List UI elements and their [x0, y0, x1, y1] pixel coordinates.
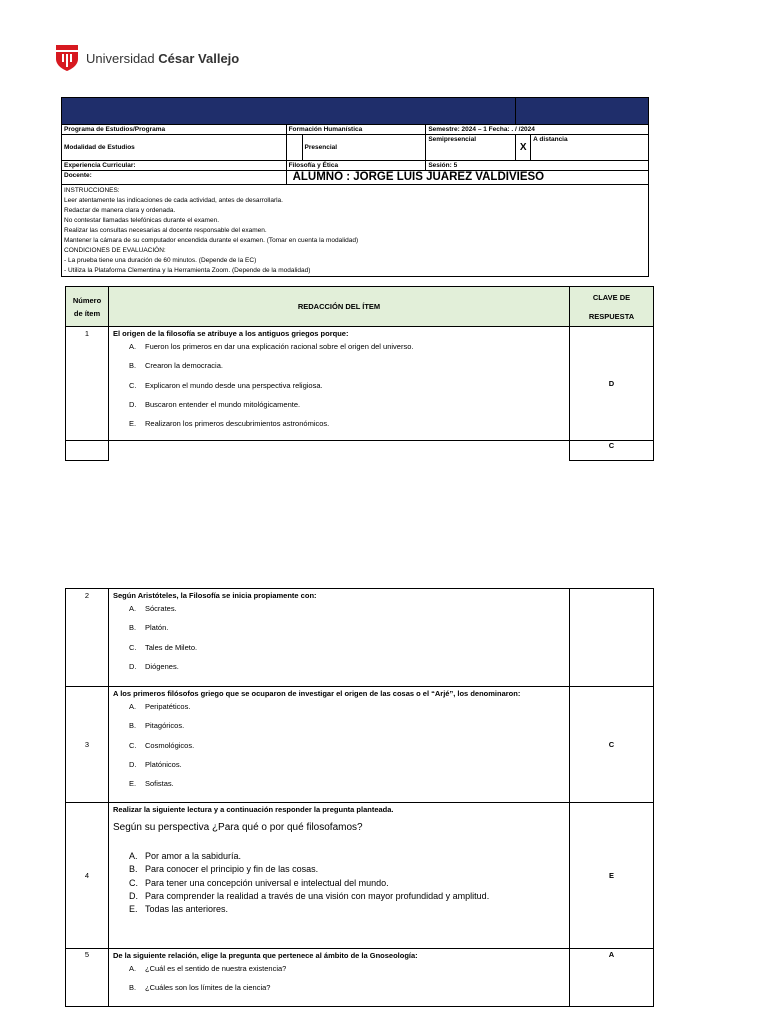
item-row-4 [66, 803, 654, 949]
logo-text-bold: César Vallejo [158, 50, 240, 66]
docente-label: Docente: [62, 171, 287, 185]
item-options [109, 338, 569, 434]
instr-line: Leer atentamente las indicaciones de cada actividad, antes de desarrollarla. [64, 197, 283, 204]
redaccion-header: REDACCIÓN DEL ÍTEM [109, 287, 570, 327]
numero-header-line2: de ítem [73, 308, 101, 318]
answer-key: C [570, 687, 654, 803]
item-options [109, 600, 569, 677]
item-number: 4 [66, 803, 109, 949]
programa-label: Programa de Estudios/Programa [62, 125, 287, 135]
item-question: Según Aristóteles, la Filosofía se inicia propiamente con: [113, 591, 317, 600]
answer-key: D [570, 327, 654, 441]
header-band [62, 98, 649, 125]
item-options [109, 850, 569, 916]
option-a: A. Por amor a la sabiduría. [129, 851, 242, 861]
item-content [109, 327, 570, 441]
item-row-3 [66, 687, 654, 803]
numero-header-line1: Número [72, 295, 102, 305]
clave-header-line1: CLAVE DE [592, 292, 631, 302]
modalidad-label: Modalidad de Estudios [62, 135, 287, 161]
option-a: A. Fueron los primeros en dar una explicación racional sobre el origen del universo. [129, 342, 414, 351]
item-question: De la siguiente relación, elige la pregunta que pertenece al ámbito de la Gnoseología: [113, 951, 418, 960]
clave-header-line2: RESPUESTA [588, 311, 635, 321]
clave-header [570, 287, 654, 327]
option-c: C. Tales de Mileto. [129, 642, 198, 652]
option-d: D. Buscaron entender el mundo mitológicamente. [129, 399, 301, 409]
item-row-extra [66, 441, 654, 461]
item-row-2 [66, 589, 654, 687]
item-question: A los primeros filósofos griego que se ocuparon de investigar el origen de las cosas o el “Arjé”, los denominaron: [113, 689, 521, 698]
option-d: D. Diógenes. [129, 661, 179, 671]
experiencia-value: Filosofía y Ética [286, 161, 426, 171]
docente-row [62, 171, 649, 185]
item-content [109, 803, 570, 949]
experiencia-label: Experiencia Curricular: [62, 161, 287, 171]
option-e: E. Realizaron los primeros descubrimientos astronómicos. [129, 419, 330, 429]
alumno-name: ALUMNO : JORGE LUIS JUAREZ VALDIVIESO [286, 171, 648, 185]
option-d: D. Para comprender la realidad a través de una visión con mayor profundidad y amplitud. [129, 890, 490, 901]
answer-key: A [570, 949, 654, 1007]
logo-text [86, 51, 239, 66]
instrucciones-block [62, 185, 649, 277]
option-b: B. Pitagóricos. [129, 721, 185, 731]
instr-line: Mantener la cámara de su computador encendida durante el examen. (Tomar en cuenta la modalidad) [64, 237, 359, 244]
option-a: A. Sócrates. [129, 604, 177, 613]
presencial-label: Presencial [302, 135, 426, 161]
option-b: B. Para conocer el principio y fin de las cosas. [129, 864, 319, 875]
instr-line: CONDICIONES DE EVALUACIÓN: [64, 247, 166, 254]
items-table-1 [65, 286, 654, 461]
programa-row [62, 125, 649, 135]
university-logo [56, 44, 239, 72]
option-b: B. ¿Cuáles son los límites de la ciencia? [129, 983, 271, 993]
option-c: C. Cosmológicos. [129, 740, 195, 750]
item-reading: Según su perspectiva ¿Para qué o por qué filosofamos? [113, 822, 363, 833]
item-number: 1 [66, 327, 109, 441]
item-options [109, 698, 569, 794]
experiencia-row [62, 161, 649, 171]
instr-line: Redactar de manera clara y ordenada. [64, 207, 176, 214]
option-e: E. Sofistas. [129, 779, 174, 789]
item-number: 3 [66, 687, 109, 803]
item-content [109, 949, 570, 1007]
answer-key [570, 589, 654, 687]
answer-key: C [570, 441, 654, 461]
answer-key: E [570, 803, 654, 949]
distancia-label: A distancia [531, 135, 649, 161]
item-content [109, 589, 570, 687]
option-c: C. Explicaron el mundo desde una perspectiva religiosa. [129, 380, 323, 390]
semipresencial-label: Semipresencial [426, 135, 516, 161]
option-a: A. ¿Cuál es el sentido de nuestra existencia? [129, 964, 287, 973]
item-question: El origen de la filosofía se atribuye a los antiguos griegos porque: [113, 329, 349, 338]
option-b: B. Platón. [129, 623, 169, 633]
programa-value: Formación Humanística [286, 125, 426, 135]
sesion-label: Sesión: 5 [426, 161, 649, 171]
item-options [109, 960, 569, 999]
shield-logo-icon [56, 45, 78, 71]
semestre-fecha: Semestre: 2024 – 1 Fecha: . / /2024 [426, 125, 649, 135]
instr-line: No contestar llamadas telefónicas durante el examen. [64, 217, 220, 224]
item-row-5 [66, 949, 654, 1007]
items-table-2 [65, 588, 654, 1007]
item-content [109, 687, 570, 803]
numero-header [66, 287, 109, 327]
item-number: 5 [66, 949, 109, 1007]
instr-line: Realizar las consultas necesarias al docente responsable del examen. [64, 227, 267, 234]
instr-line: - La prueba tiene una duración de 60 minutos. (Depende de la EC) [64, 257, 257, 264]
items-header-row [66, 287, 654, 327]
option-e: E. Todas las anteriores. [129, 904, 229, 915]
instrucciones-row [62, 185, 649, 277]
option-c: C. Para tener una concepción universal e intelectual del mundo. [129, 877, 389, 888]
item-row-1 [66, 327, 654, 441]
modalidad-row [62, 135, 649, 161]
option-b: B. Crearon la democracia. [129, 361, 223, 371]
instr-line: - Utiliza la Plataforma Clementina y la Herramienta Zoom. (Depende de la modalidad) [64, 267, 311, 274]
item-content [109, 441, 570, 461]
instr-line: INSTRUCCIONES: [64, 187, 120, 194]
item-number [66, 441, 109, 461]
logo-text-regular: Universidad [86, 50, 155, 66]
option-a: A. Peripatéticos. [129, 702, 191, 711]
presencial-box [286, 135, 302, 161]
semipresencial-mark: X [516, 135, 531, 161]
item-question: Realizar la siguiente lectura y a continuación responder la pregunta planteada. [113, 805, 394, 814]
exam-header-table [61, 97, 649, 277]
item-number: 2 [66, 589, 109, 687]
option-d: D. Platónicos. [129, 759, 182, 769]
